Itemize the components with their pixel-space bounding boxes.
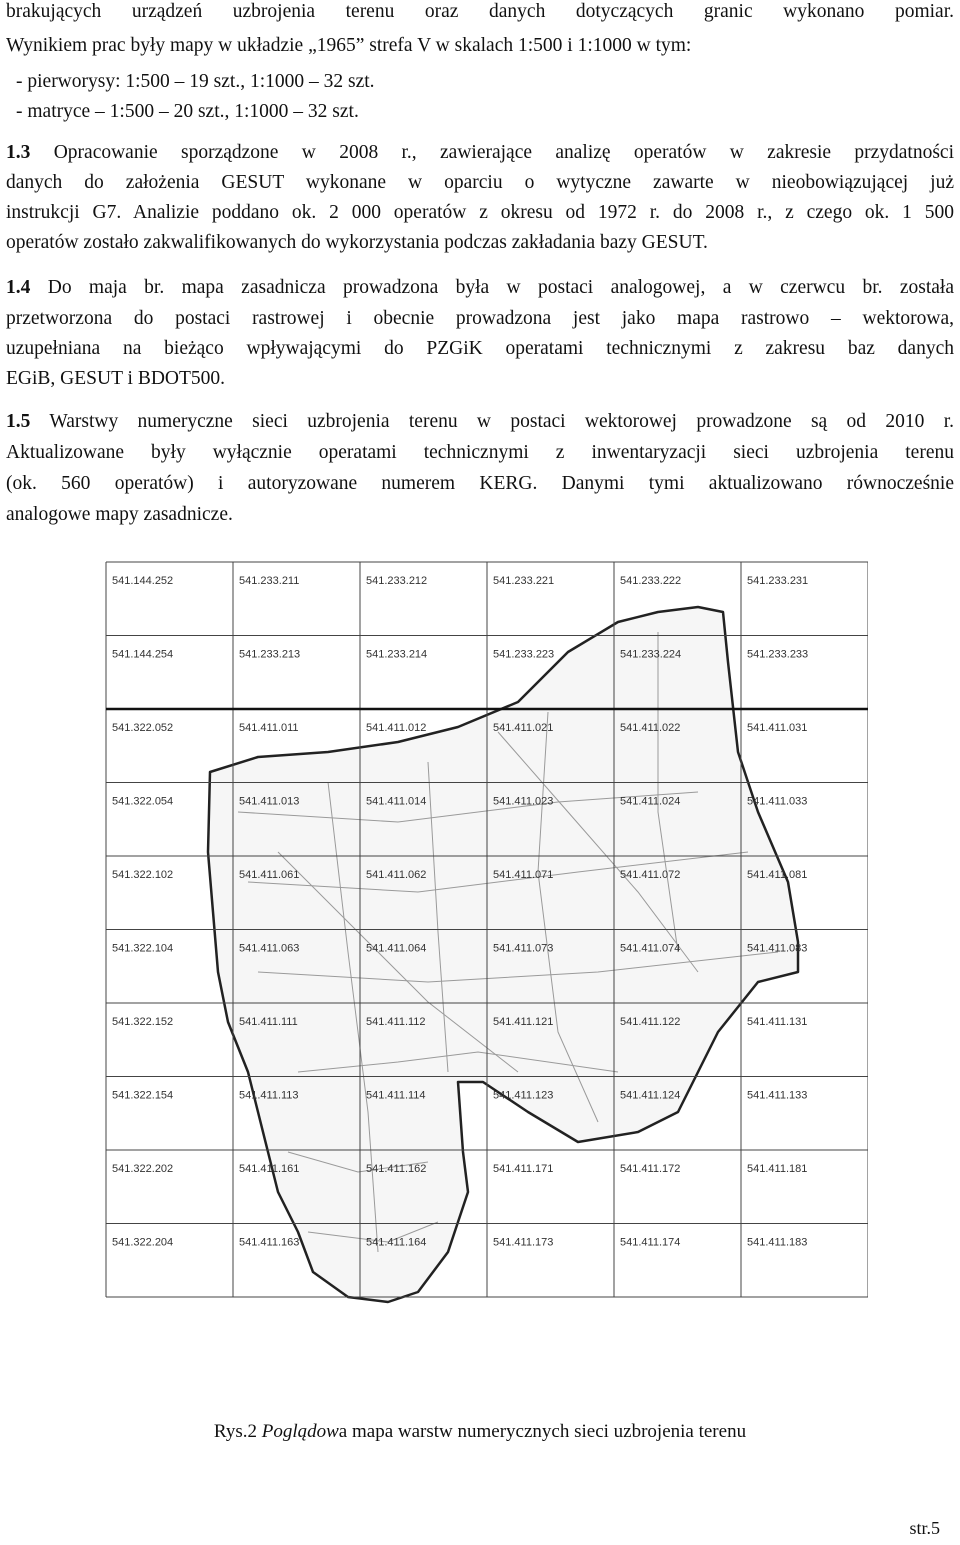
sheet-label: 541.233.212: [366, 575, 428, 587]
sheet-label: 541.411.162: [366, 1163, 427, 1175]
sheet-label: 541.144.252: [112, 575, 174, 587]
sheet-label: 541.411.024: [620, 795, 681, 808]
section-1-3-line-2: danych do założenia GESUT wykonane w oparciu o wytyczne zawarte w nieobowiązującej już: [6, 172, 954, 193]
section-1-4-line-4: EGiB, GESUT i BDOT500.: [6, 368, 226, 389]
sheet-label: 541.411.073: [493, 942, 554, 955]
section-1-3-line-4: operatów zostało zakwalifikowanych do wykorzystania podczas zakładania bazy GESUT.: [6, 232, 708, 253]
figure-caption: Rys.2 Poglądowa mapa warstw numerycznych sieci uzbrojenia terenu: [213, 1421, 747, 1442]
sheet-label: 541.411.164: [366, 1236, 427, 1249]
sheet-label: 541.411.011: [239, 722, 299, 734]
section-1-5-line-1: 1.5 Warstwy numeryczne sieci uzbrojenia terenu w postaci wektorowej prowadzone są od 2010 r.: [6, 411, 955, 432]
sheet-label: 541.144.254: [112, 648, 174, 661]
sheet-label: 541.233.224: [620, 648, 682, 661]
sheet-label: 541.233.223: [493, 648, 555, 661]
sheet-label: 541.411.112: [366, 1016, 426, 1028]
sheet-label: 541.411.022: [620, 722, 681, 734]
sheet-label: 541.411.123: [493, 1089, 554, 1102]
sheet-label: 541.411.131: [747, 1016, 808, 1028]
sheet-label: 541.411.012: [366, 722, 427, 734]
sheet-label: 541.233.233: [747, 648, 809, 661]
sheet-label: 541.411.133: [747, 1089, 808, 1102]
sheet-label: 541.411.064: [366, 942, 427, 955]
sheet-label: 541.411.063: [239, 942, 300, 955]
sheet-label: 541.411.031: [747, 722, 808, 734]
sheet-label: 541.411.033: [747, 795, 808, 808]
section-1-3-line-1: 1.3 Opracowanie sporządzone w 2008 r., zawierające analizę operatów w zakresie przydatności: [6, 142, 955, 163]
sheet-label: 541.322.154: [112, 1089, 174, 1102]
sheet-label: 541.411.014: [366, 795, 427, 808]
page-number: str.5: [909, 1518, 940, 1538]
sheet-label: 541.411.023: [493, 795, 554, 808]
bullet-matryce: - matryce – 1:500 – 20 szt., 1:1000 – 32 szt.: [16, 101, 359, 122]
section-1-5-line-3: (ok. 560 operatów) i autoryzowane numerem KERG. Danymi tymi aktualizowano równocześnie: [6, 473, 954, 494]
sheet-label: 541.322.054: [112, 795, 174, 808]
sheet-label: 541.322.202: [112, 1163, 174, 1175]
caption-italic: Poglądow: [261, 1421, 339, 1442]
intro-line-1: brakujących urządzeń uzbrojenia terenu oraz danych dotyczących granic wykonano pomiar.: [6, 1, 954, 22]
section-1-3-line-3: instrukcji G7. Analizie poddano ok. 2 000 operatów z okresu od 1972 r. do 2008 r., z czego ok. 1 500: [6, 202, 954, 223]
section-number: 1.5: [6, 411, 31, 432]
sheet-label: 541.411.081: [747, 869, 808, 881]
section-1-4-line-3: uzupełniana na bieżąco wpływającymi do PZGiK operatami technicznymi z zakresu baz danych: [6, 338, 954, 359]
sheet-label: 541.411.174: [620, 1236, 681, 1249]
sheet-label: 541.411.111: [239, 1016, 298, 1028]
sheet-label: 541.411.113: [239, 1089, 299, 1102]
sheet-label: 541.233.214: [366, 648, 428, 661]
sheet-label: 541.322.152: [112, 1016, 174, 1028]
sheet-label: 541.322.052: [112, 722, 174, 734]
section-1-5-line-2: Aktualizowane były wyłącznie operatami technicznymi z inwentaryzacji sieci uzbrojenia terenu: [6, 442, 954, 463]
section-1-4-line-2: przetworzona do postaci rastrowej i obecnie prowadzona jest jako mapa rastrowo – wektorowa,: [6, 308, 954, 329]
sheet-label: 541.411.172: [620, 1163, 681, 1175]
section-number: 1.4: [6, 277, 31, 298]
sheet-label: 541.411.122: [620, 1016, 681, 1028]
sheet-label: 541.411.181: [747, 1163, 808, 1175]
sheet-label: 541.411.163: [239, 1236, 300, 1249]
sheet-label: 541.411.161: [239, 1163, 300, 1175]
sheet-grid: [106, 562, 868, 1297]
sheet-label: 541.411.072: [620, 869, 681, 881]
section-1-5-line-4: analogowe mapy zasadnicze.: [6, 504, 233, 525]
sheet-label: 541.233.211: [239, 575, 300, 587]
sheet-label: 541.233.213: [239, 648, 301, 661]
section-1-4-line-1: 1.4 Do maja br. mapa zasadnicza prowadzona była w postaci analogowej, a w czerwcu br. została: [6, 277, 954, 298]
bullet-pierworysy: - pierworysy: 1:500 – 19 szt., 1:1000 – 32 szt.: [16, 71, 375, 92]
sheet-label: 541.233.222: [620, 575, 682, 587]
section-number: 1.3: [6, 142, 31, 163]
municipality-outline: [208, 607, 798, 1302]
sheet-label: 541.411.183: [747, 1236, 808, 1249]
sheet-label: 541.411.171: [493, 1163, 554, 1175]
sheet-label: 541.322.102: [112, 869, 174, 881]
sheet-label: 541.411.013: [239, 795, 300, 808]
sheet-label: 541.411.062: [366, 869, 427, 881]
sheet-label: 541.411.124: [620, 1089, 681, 1102]
sheet-label: 541.411.074: [620, 942, 681, 955]
intro-line-2: Wynikiem prac były mapy w układzie „1965” strefa V w skalach 1:500 i 1:1000 w tym:: [6, 35, 692, 56]
sheet-label: 541.322.104: [112, 942, 174, 955]
sheet-label: 541.411.121: [493, 1016, 554, 1028]
sheet-grid-map: [98, 552, 868, 1312]
sheet-label: 541.411.061: [239, 869, 300, 881]
sheet-label: 541.411.114: [366, 1089, 426, 1102]
sheet-label: 541.233.221: [493, 575, 555, 587]
sheet-label: 541.411.083: [747, 942, 808, 955]
sheet-label: 541.411.071: [493, 869, 554, 881]
sheet-label: 541.322.204: [112, 1236, 174, 1249]
sheet-label: 541.411.021: [493, 722, 554, 734]
sheet-label: 541.411.173: [493, 1236, 554, 1249]
sheet-label: 541.233.231: [747, 575, 809, 587]
